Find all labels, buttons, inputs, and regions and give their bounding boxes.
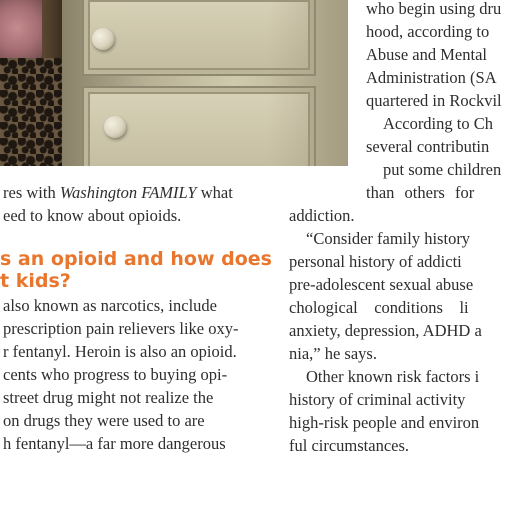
body-line: Administration (SA bbox=[366, 68, 497, 87]
body-line: According to Ch bbox=[383, 114, 493, 133]
dresser-photo bbox=[0, 0, 348, 166]
body-line: cents who progress to buying opi- bbox=[3, 365, 228, 384]
body-line: than others for bbox=[366, 183, 475, 202]
body-line: pre-adolescent sexual abuse bbox=[289, 275, 474, 294]
body-line: Abuse and Mental bbox=[366, 45, 487, 64]
body-line: also known as narcotics, include bbox=[3, 296, 217, 315]
drawer-knob bbox=[104, 116, 126, 138]
section-heading: s an opioid and how does bbox=[0, 248, 272, 270]
body-line: nia,” he says. bbox=[289, 344, 377, 363]
body-line: ful circumstances. bbox=[289, 436, 410, 455]
body-line: high-risk people and environ bbox=[289, 413, 480, 432]
body-line: put some children bbox=[383, 160, 502, 179]
section-heading: t kids? bbox=[0, 270, 71, 292]
body-line: quartered in Rockvil bbox=[366, 91, 502, 110]
body-line: street drug might not realize the bbox=[3, 388, 214, 407]
body-line: Other known risk factors i bbox=[306, 367, 480, 386]
intro-line: eed to know about opioids. bbox=[3, 206, 182, 225]
body-line: who begin using dru bbox=[366, 0, 502, 18]
body-line: anxiety, depression, ADHD a bbox=[289, 321, 482, 340]
body-line: on drugs they were used to are bbox=[3, 411, 205, 430]
body-line: “Consider family history bbox=[306, 229, 471, 248]
body-line: prescription pain relievers like oxy- bbox=[3, 319, 239, 338]
body-line: hood, according to bbox=[366, 22, 490, 41]
body-line: history of criminal activity bbox=[289, 390, 466, 409]
dresser bbox=[62, 0, 348, 166]
body-line: r fentanyl. Heroin is also an opioid. bbox=[3, 342, 237, 361]
body-line: personal history of addicti bbox=[289, 252, 462, 271]
body-line: several contributin bbox=[366, 137, 490, 156]
drawer-knob bbox=[92, 28, 114, 50]
intro-line: res with Washington FAMILY what bbox=[3, 183, 233, 202]
body-line: h fentanyl—a far more dangerous bbox=[3, 434, 226, 453]
body-line: addiction. bbox=[289, 206, 355, 225]
body-line: chological conditions li bbox=[289, 298, 469, 317]
